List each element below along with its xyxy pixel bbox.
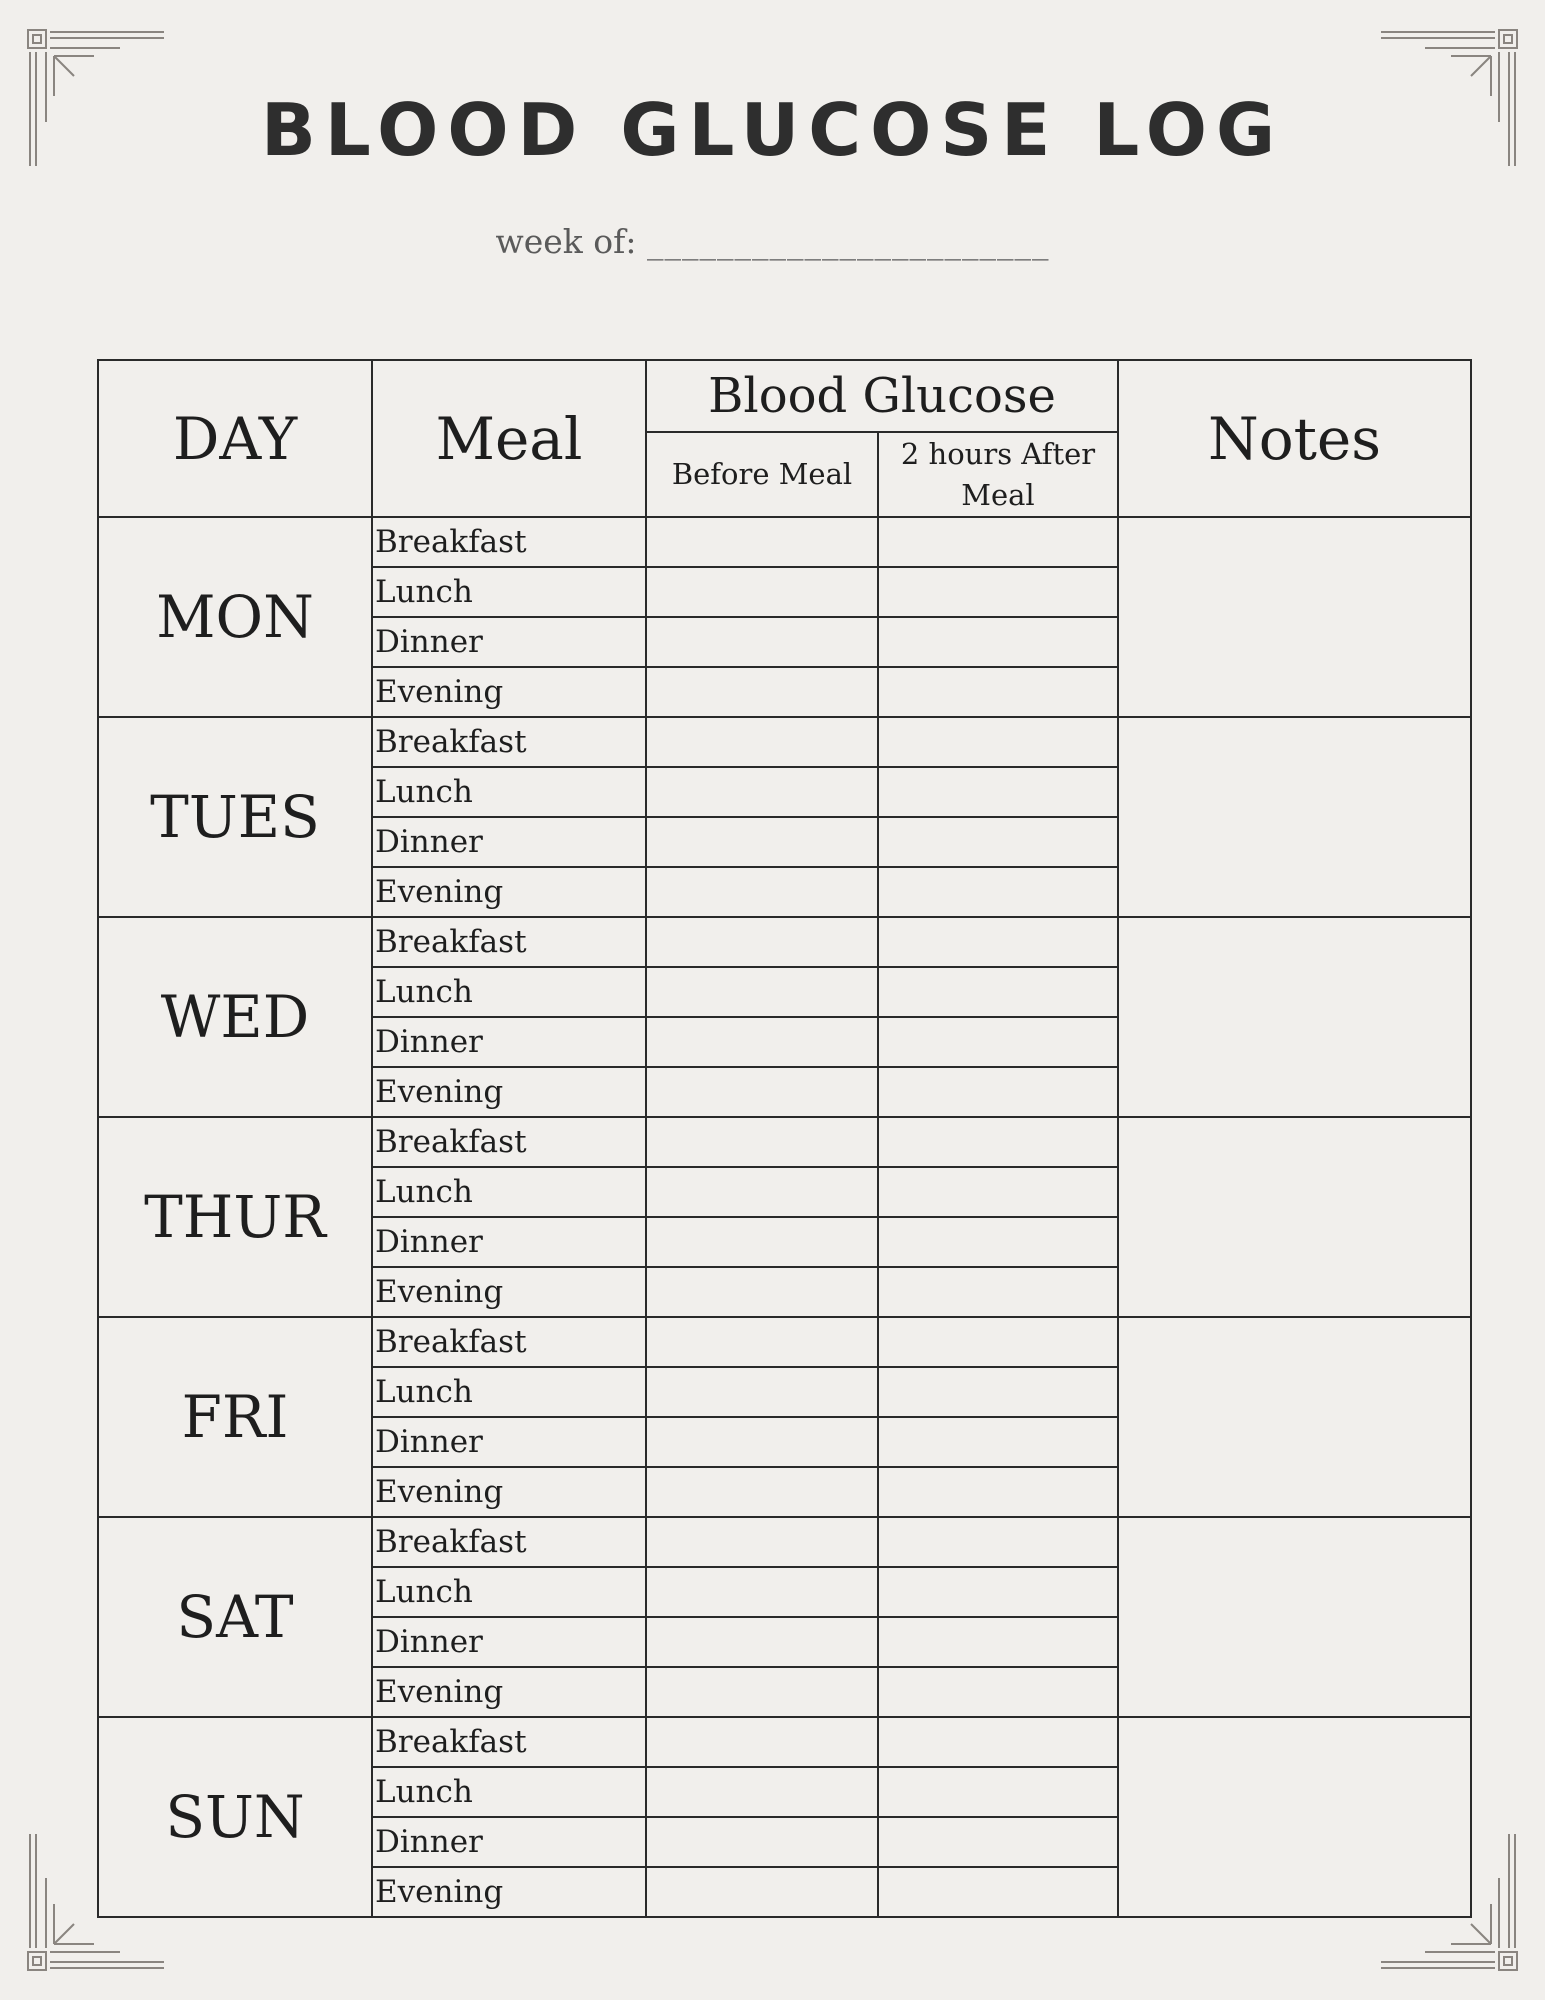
before-meal-cell[interactable] (646, 1367, 878, 1417)
meal-label: Dinner (372, 1217, 646, 1267)
after-meal-cell[interactable] (878, 1417, 1118, 1467)
after-meal-cell[interactable] (878, 1117, 1118, 1167)
after-meal-cell[interactable] (878, 1017, 1118, 1067)
before-meal-cell[interactable] (646, 717, 878, 767)
table-row (98, 517, 1471, 567)
meal-label: Evening (372, 667, 646, 717)
meal-label: Evening (372, 1867, 646, 1917)
notes-cell[interactable] (1118, 1317, 1471, 1517)
after-meal-cell[interactable] (878, 1167, 1118, 1217)
meal-label: Lunch (372, 1367, 646, 1417)
before-meal-cell[interactable] (646, 1017, 878, 1067)
after-meal-cell[interactable] (878, 1717, 1118, 1767)
after-meal-cell[interactable] (878, 517, 1118, 567)
table-row (98, 1317, 1471, 1367)
meal-label: Lunch (372, 1167, 646, 1217)
meal-label: Dinner (372, 1617, 646, 1667)
table-row (98, 917, 1471, 967)
notes-cell[interactable] (1118, 1117, 1471, 1317)
after-meal-cell[interactable] (878, 1267, 1118, 1317)
header-day: DAY (98, 360, 372, 517)
before-meal-cell[interactable] (646, 1267, 878, 1317)
before-meal-cell[interactable] (646, 567, 878, 617)
before-meal-cell[interactable] (646, 1717, 878, 1767)
before-meal-cell[interactable] (646, 1417, 878, 1467)
header-after-meal: 2 hours After Meal (878, 432, 1118, 517)
after-meal-cell[interactable] (878, 1817, 1118, 1867)
before-meal-cell[interactable] (646, 1167, 878, 1217)
table-row (98, 1117, 1471, 1167)
after-meal-cell[interactable] (878, 667, 1118, 717)
day-label: TUES (98, 717, 372, 917)
before-meal-cell[interactable] (646, 1567, 878, 1617)
before-meal-cell[interactable] (646, 967, 878, 1017)
header-notes: Notes (1118, 360, 1471, 517)
before-meal-cell[interactable] (646, 1517, 878, 1567)
after-meal-cell[interactable] (878, 817, 1118, 867)
before-meal-cell[interactable] (646, 1767, 878, 1817)
notes-cell[interactable] (1118, 917, 1471, 1117)
day-label: SAT (98, 1517, 372, 1717)
notes-cell[interactable] (1118, 1517, 1471, 1717)
week-of-field[interactable]: _______________________ (647, 222, 1050, 261)
meal-label: Lunch (372, 567, 646, 617)
header-meal: Meal (372, 360, 646, 517)
meal-label: Evening (372, 1267, 646, 1317)
after-meal-cell[interactable] (878, 567, 1118, 617)
after-meal-cell[interactable] (878, 767, 1118, 817)
before-meal-cell[interactable] (646, 1067, 878, 1117)
after-meal-cell[interactable] (878, 1217, 1118, 1267)
meal-label: Breakfast (372, 1517, 646, 1567)
before-meal-cell[interactable] (646, 817, 878, 867)
meal-label: Lunch (372, 767, 646, 817)
before-meal-cell[interactable] (646, 767, 878, 817)
meal-label: Lunch (372, 1567, 646, 1617)
after-meal-cell[interactable] (878, 1367, 1118, 1417)
before-meal-cell[interactable] (646, 1467, 878, 1517)
table-row (98, 1717, 1471, 1767)
after-meal-cell[interactable] (878, 967, 1118, 1017)
meal-label: Breakfast (372, 1717, 646, 1767)
meal-label: Lunch (372, 967, 646, 1017)
meal-label: Breakfast (372, 1117, 646, 1167)
day-label: FRI (98, 1317, 372, 1517)
meal-label: Breakfast (372, 717, 646, 767)
table-row (98, 1517, 1471, 1567)
after-meal-cell[interactable] (878, 1467, 1118, 1517)
after-meal-cell[interactable] (878, 1067, 1118, 1117)
meal-label: Breakfast (372, 1317, 646, 1367)
before-meal-cell[interactable] (646, 917, 878, 967)
after-meal-cell[interactable] (878, 1317, 1118, 1367)
before-meal-cell[interactable] (646, 1117, 878, 1167)
meal-label: Dinner (372, 1417, 646, 1467)
before-meal-cell[interactable] (646, 1667, 878, 1717)
before-meal-cell[interactable] (646, 1617, 878, 1667)
meal-label: Lunch (372, 1767, 646, 1817)
meal-label: Dinner (372, 1817, 646, 1867)
after-meal-cell[interactable] (878, 867, 1118, 917)
after-meal-cell[interactable] (878, 1517, 1118, 1567)
after-meal-cell[interactable] (878, 1667, 1118, 1717)
day-label: MON (98, 517, 372, 717)
meal-label: Dinner (372, 817, 646, 867)
before-meal-cell[interactable] (646, 667, 878, 717)
after-meal-cell[interactable] (878, 1767, 1118, 1817)
before-meal-cell[interactable] (646, 1317, 878, 1367)
meal-label: Breakfast (372, 517, 646, 567)
after-meal-cell[interactable] (878, 617, 1118, 667)
table-row (98, 717, 1471, 767)
meal-label: Dinner (372, 617, 646, 667)
notes-cell[interactable] (1118, 717, 1471, 917)
before-meal-cell[interactable] (646, 1217, 878, 1267)
day-label: THUR (98, 1117, 372, 1317)
before-meal-cell[interactable] (646, 517, 878, 567)
before-meal-cell[interactable] (646, 1817, 878, 1867)
week-of-line (0, 222, 1545, 261)
meal-label: Dinner (372, 1017, 646, 1067)
page-title: BLOOD GLUCOSE LOG (260, 88, 1285, 172)
header-blood-glucose: Blood Glucose (646, 360, 1118, 432)
notes-cell[interactable] (1118, 517, 1471, 717)
meal-label: Evening (372, 1667, 646, 1717)
before-meal-cell[interactable] (646, 1867, 878, 1917)
log-body (98, 517, 1471, 1917)
before-meal-cell[interactable] (646, 617, 878, 667)
meal-label: Evening (372, 1067, 646, 1117)
week-of-label: week of: (495, 222, 637, 261)
meal-label: Evening (372, 867, 646, 917)
glucose-log-table (97, 359, 1472, 1918)
day-label: SUN (98, 1717, 372, 1917)
before-meal-cell[interactable] (646, 867, 878, 917)
notes-cell[interactable] (1118, 1717, 1471, 1917)
meal-label: Breakfast (372, 917, 646, 967)
after-meal-cell[interactable] (878, 1867, 1118, 1917)
after-meal-cell[interactable] (878, 917, 1118, 967)
after-meal-cell[interactable] (878, 717, 1118, 767)
header-before-meal: Before Meal (646, 432, 878, 517)
after-meal-cell[interactable] (878, 1617, 1118, 1667)
day-label: WED (98, 917, 372, 1117)
meal-label: Evening (372, 1467, 646, 1517)
after-meal-cell[interactable] (878, 1567, 1118, 1617)
